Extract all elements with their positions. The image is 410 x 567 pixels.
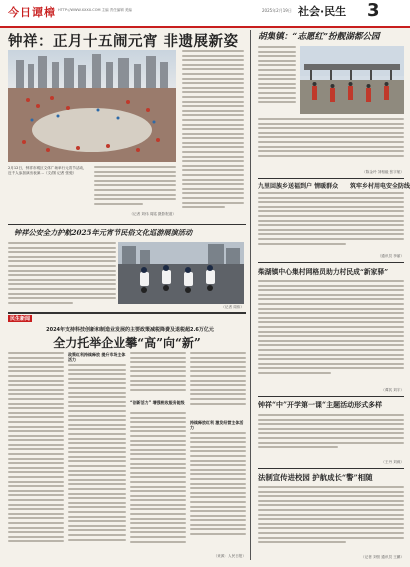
lead-photo — [8, 50, 176, 162]
festival-photo — [118, 242, 244, 304]
newspaper-logo: 今日谭樟 — [8, 6, 56, 19]
lead-body-col3 — [182, 50, 244, 220]
right-rule-3 — [258, 396, 404, 397]
right-mid2-body — [258, 280, 404, 384]
right-mid2-headline: 柴湖镇中心集村网格员助力村民成“新家驿” — [258, 268, 389, 276]
festival-body — [8, 242, 116, 308]
right-rule-1 — [258, 178, 404, 179]
right-mid3-headline: 钟祥“中”开学第一课“主题活动形式多样 — [258, 400, 383, 409]
section-rule — [8, 224, 246, 225]
right-rule-4 — [258, 468, 404, 469]
right-mid1-subhead: 筑牢乡村用电安全防线 — [350, 183, 410, 190]
issue-date: 2025年2月19日 — [262, 8, 292, 13]
economy-headline: 全力托举企业攀“高”向“新” — [53, 336, 201, 350]
right-top-byline: （陈金玲 刘相毅 张宇航） — [362, 170, 404, 174]
park-photo — [300, 46, 404, 114]
economy-subhead-3: 持续释放红利 激发经营主体活力 — [190, 420, 244, 430]
lead-headline: 钟祥：正月十五闹元宵 非遗展新姿 — [8, 34, 239, 50]
crowd-image — [8, 50, 176, 162]
right-top-body-left — [258, 46, 296, 114]
lead-body-col2 — [94, 166, 176, 210]
right-bottom-body — [258, 486, 404, 552]
lead-caption: 2月12日，钟祥市城区文体广场举行元宵节活动，近千人参加演出表演…（文/图 记者 张弛） — [8, 166, 87, 175]
right-mid1-body — [258, 192, 404, 252]
police-motorcade-image — [118, 242, 244, 304]
right-top-body — [258, 118, 404, 166]
right-mid1-byline: （通讯员 李丽） — [377, 254, 404, 258]
festival-headline: 钟祥公安全力护航2025年元宵节民俗文化巡游展演活动 — [14, 228, 193, 237]
economy-subhead-2: “创新活力” 增强税收服务能级 — [130, 400, 185, 405]
economy-byline: （来源：人民日报） — [213, 554, 246, 558]
right-top-headline: 胡集镇：“志愿红”扮靓湖都公园 — [258, 32, 380, 42]
right-mid1-headline: 九里回族乡送福到户 情暖群众 — [258, 183, 339, 190]
festival-byline: （记者 周伟） — [221, 305, 244, 309]
masthead — [0, 0, 410, 28]
economy-col4 — [190, 352, 246, 416]
section-title: 社会·民生 — [298, 5, 347, 18]
masthead-info: HTTP://WWW.XXXX.COM 主编 责任编辑 美编 — [58, 8, 132, 12]
lead-byline: （记者 刘伟 周铭 摄影报道） — [129, 212, 176, 216]
economy-col2 — [68, 364, 126, 562]
section-rule-2 — [8, 312, 246, 314]
economy-col3 — [130, 352, 186, 398]
economy-col1 — [8, 352, 64, 562]
right-rule-2 — [258, 262, 404, 263]
section-tag: 民生新闻 — [10, 316, 31, 322]
right-mid3-body — [258, 414, 404, 458]
economy-kicker: 2024年支持科技创新和制造业发展的主要政策减税降费及退税超2.6万亿元 — [46, 327, 214, 333]
right-bottom-headline: 法制宣传进校园 护航成长“警”相随 — [258, 473, 373, 482]
right-mid3-byline: （王丹 刘威） — [381, 460, 404, 464]
column-divider — [250, 30, 251, 560]
economy-subhead-1: 政策红利持续释放 提升市场主体活力 — [68, 352, 126, 362]
economy-col4b — [190, 432, 246, 554]
page-number: 3 — [367, 0, 380, 21]
right-mid2-byline: （谭其 刘宇） — [381, 388, 404, 392]
economy-col3b — [130, 412, 186, 562]
volunteers-image — [300, 46, 404, 114]
right-bottom-byline: （记者 刘恒 通讯员 王鹏） — [361, 555, 404, 559]
